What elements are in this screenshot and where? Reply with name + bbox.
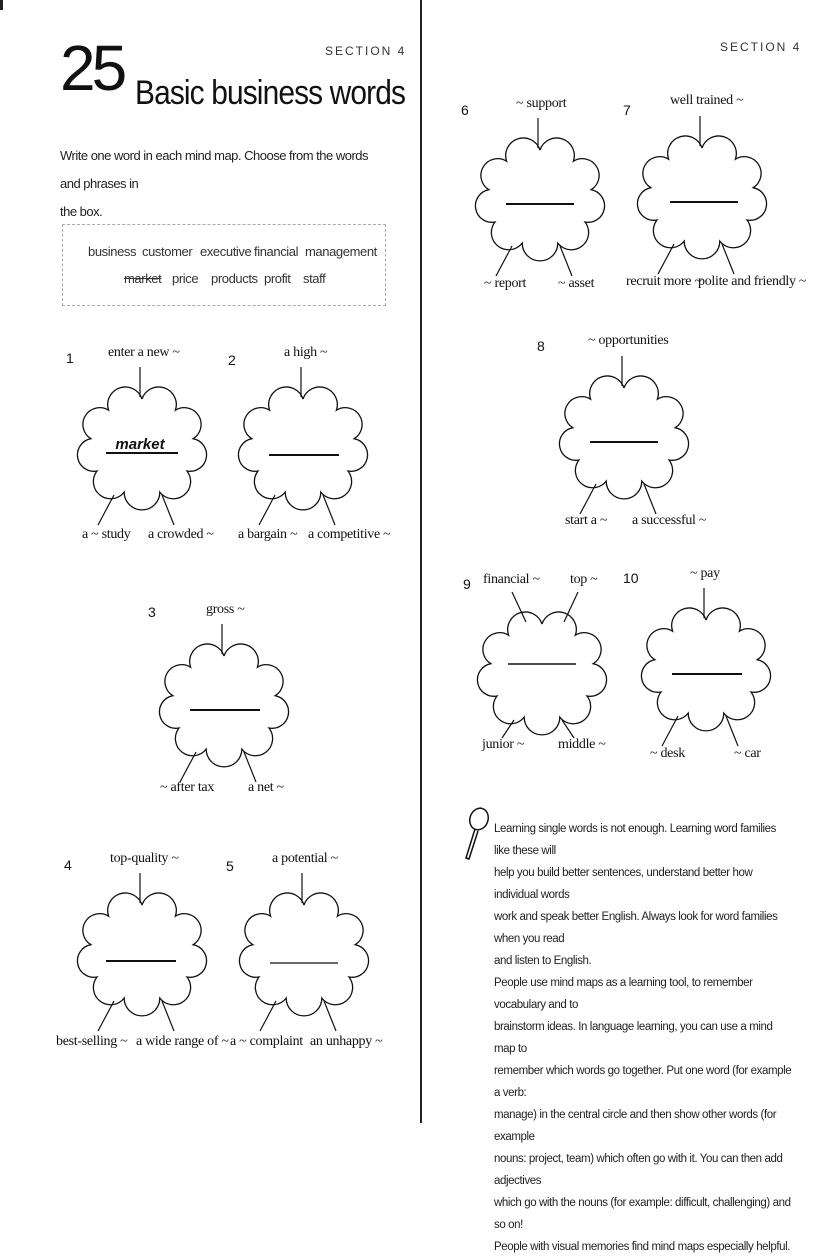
mind-map-number: 5: [226, 858, 234, 874]
mind-map-bottom-right-label: polite and friendly ~: [698, 274, 807, 289]
mind-map-number: 8: [537, 338, 545, 354]
mind-map-number: 9: [463, 576, 471, 592]
corner-mark: [0, 0, 3, 10]
mind-map-bottom-right-label: a net ~: [248, 780, 284, 795]
magnifying-glass-icon: [462, 806, 492, 866]
mind-map-bottom-right-label: ~ car: [734, 746, 761, 761]
mind-map-cloud: [245, 367, 365, 547]
word-box-item-struck: market: [124, 271, 162, 286]
mind-map-cloud: [644, 116, 764, 296]
mind-map-bottom-left-label: a ~ study: [82, 527, 131, 542]
mind-map-bottom-left-label: ~ desk: [650, 746, 685, 761]
tip-text: [494, 818, 794, 1258]
mind-map-number: 3: [148, 604, 156, 620]
instructions-line-2: the box.: [60, 204, 103, 219]
tip-line: which go with the nouns (for example: difficult, challenging) and so on!: [494, 1197, 791, 1231]
word-box-item: profit: [264, 271, 291, 286]
mind-map-bottom-left-label: a bargain ~: [238, 527, 298, 542]
mind-map-top-label: enter a new ~: [108, 345, 180, 360]
tip-line: help you build better sentences, understand better how individual words: [494, 867, 753, 901]
mind-map-number: 1: [66, 350, 74, 366]
word-box-item: customer: [142, 244, 193, 259]
tip-line: People with visual memories find mind maps especially helpful.: [494, 1241, 791, 1253]
mind-map-bottom-right-label: ~ asset: [558, 276, 595, 291]
tip-line: remember which words go together. Put one word (for example a verb:: [494, 1065, 792, 1099]
mind-map-bottom-right-label: a competitive ~: [308, 527, 391, 542]
mind-map-cloud: [246, 873, 366, 1053]
mind-map-bottom-left-label: start a ~: [565, 513, 608, 528]
mind-map-top-right-label: top ~: [570, 572, 598, 587]
word-box: [62, 224, 386, 306]
tip-line: manage) in the central circle and then show other words (for example: [494, 1109, 777, 1143]
mind-map-cloud: [84, 873, 204, 1053]
tip-line: People use mind maps as a learning tool, to remember vocabulary and to: [494, 977, 753, 1011]
mind-map-bottom-left-label: a ~ complaint: [230, 1034, 303, 1049]
mind-map-top-label: ~ opportunities: [588, 333, 669, 348]
mind-map-bottom-left-label: junior ~: [482, 737, 525, 752]
mind-map-top-label: top-quality ~: [110, 851, 179, 866]
page-spine: [420, 0, 422, 1123]
mind-map-top-label: a high ~: [284, 345, 328, 360]
mind-map-cloud: [166, 624, 286, 804]
word-box-item: executive: [200, 244, 252, 259]
mind-map-bottom-left-label: best-selling ~: [56, 1034, 128, 1049]
mind-map-number: 6: [461, 102, 469, 118]
word-box-item: financial: [254, 244, 299, 259]
tip-line: brainstorm ideas. In language learning, you can use a mind map to: [494, 1021, 773, 1055]
tip-line: and listen to English.: [494, 955, 592, 967]
mind-map-top-left-label: financial ~: [483, 572, 540, 587]
instructions-line-1: Write one word in each mind map. Choose from the words and phrases in: [60, 148, 369, 191]
word-box-item: staff: [303, 271, 326, 286]
mind-map-top-label: gross ~: [206, 602, 245, 617]
section-label-right: SECTION 4: [720, 40, 802, 54]
mind-map-number: 4: [64, 857, 72, 873]
mind-map-bottom-right-label: a successful ~: [632, 513, 707, 528]
mind-map-top-label: ~ pay: [690, 566, 720, 581]
mind-map-bottom-left-label: ~ after tax: [160, 780, 215, 795]
mind-map-cloud: [648, 588, 768, 768]
mind-map-bottom-left-label: ~ report: [484, 276, 527, 291]
mind-map-number: 7: [623, 102, 631, 118]
mind-map-bottom-right-label: middle ~: [558, 737, 606, 752]
word-box-item: business: [88, 244, 137, 259]
mind-map-number: 2: [228, 352, 236, 368]
mind-map-cloud: [566, 356, 686, 536]
instructions: [60, 142, 390, 226]
unit-number: 25: [60, 32, 124, 104]
section-label-left: SECTION 4: [325, 44, 407, 58]
mind-map-top-label: ~ support: [516, 96, 567, 111]
mind-map-top-label: well trained ~: [670, 93, 744, 108]
mind-map-bottom-left-label: recruit more ~: [626, 274, 702, 289]
word-box-item: price: [172, 271, 199, 286]
mind-map-number: 10: [623, 570, 639, 586]
tip-line: work and speak better English. Always look for word families when you read: [494, 911, 778, 945]
unit-title: Basic business words: [135, 74, 406, 112]
mind-map-cloud: [482, 118, 602, 298]
word-box-item: products: [211, 271, 258, 286]
tip-line: nouns: project, team) which often go with it. You can then add adjectives: [494, 1153, 783, 1187]
mind-map-bottom-right-label: a crowded ~: [148, 527, 214, 542]
mind-map-top-label: a potential ~: [272, 851, 338, 866]
tip-line: Learning single words is not enough. Learning word families like these will: [494, 823, 776, 857]
mind-map-bottom-right-label: an unhappy ~: [310, 1034, 383, 1049]
mind-map-answer[interactable]: market: [115, 436, 165, 453]
mind-map-cloud: [84, 367, 204, 547]
mind-map-bottom-right-label: a wide range of ~: [136, 1034, 229, 1049]
word-box-item: management: [305, 244, 377, 259]
